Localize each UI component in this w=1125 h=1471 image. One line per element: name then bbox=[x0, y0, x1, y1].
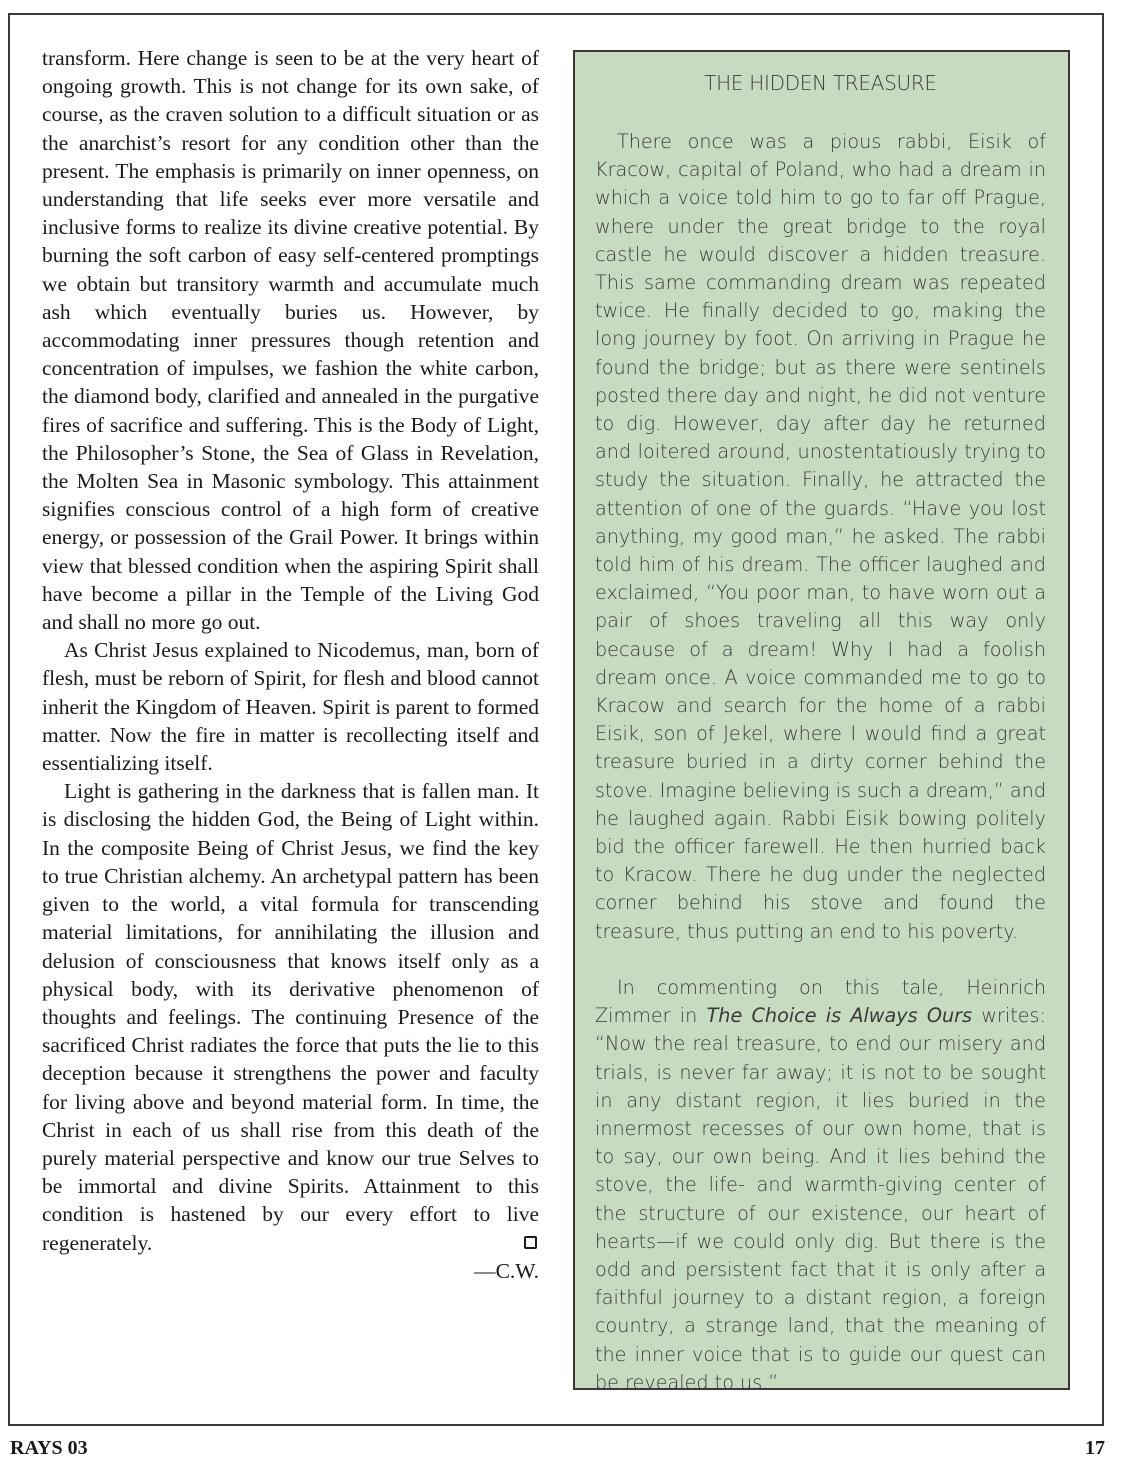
sidebar-paragraph: There once was a pious rabbi, Eisik of Kracow, capital of Poland, who had a dream in which a voice told him to go to far off Prague, where under the great bridge to the royal castle he would discover a hidden treasure. This same commanding dream was repeated twice. He finally decided to go, making the long journey by foot. On arriving in Prague he found the bridge; but as there were sentinels posted there day and night, he did not venture to dig. However, day after day he returned and loitered around, unostentatiously trying to study the situation. Finally, he attracted the attention of one of the guards. “Have you lost anything, my good man,” he asked. The rabbi told him of his dream. The officer laughed and exclaimed, “You poor man, to have worn out a pair of shoes traveling all this way only because of a dream! Why I had a foolish dream once. A voice commanded me to go to Kracow and search for the home of a rabbi Eisik, son of Jekel, where I would find a great treasure buried in a dirty corner behind the stove. Imagine believing is such a dream,” and he laughed again. Rabbi Eisik bowing politely bid the officer farewell. He then hurried back to Kracow. There he dug under the neglected corner behind his stove and found the treasure, thus putting an end to his poverty. bbox=[595, 130, 1046, 943]
sidebar-title: THE HIDDEN TREASURE bbox=[704, 71, 937, 95]
page-number: 17 bbox=[1085, 1437, 1105, 1459]
article-column bbox=[42, 44, 539, 1285]
article-paragraph: As Christ Jesus explained to Nicodemus, man, born of flesh, must be reborn of Spirit, for flesh and blood cannot inherit the Kingdom of Heaven. Spirit is parent to formed matter. Now the fire in matter is recollecting itself and essentializing itself. bbox=[42, 638, 539, 776]
article-paragraph-text: Light is gathering in the darkness that is fallen man. It is disclosing the hidden God, the Being of Light within. In the composite Being of Christ Jesus, we find the key to true Christian alchemy. An archetypal pattern has been given to the world, a vital formula for transcending material limitations, for annihilating the illusion and delusion of consciousness that knows itself only as a physical body, with its derivative phenomenon of thoughts and feelings. The continuing Presence of the sacrificed Christ radiates the force that puts the lie to this deception because it strengthens the power and faculty for living above and beyond material form. In time, the Christ in each of us shall rise from this death of the purely material perspective and know our true Selves to be immortal and divine Spirits. Attainment to this condition is hastened by our every effort to live regenerately. bbox=[42, 779, 539, 1255]
sidebar-paragraph-intro: In commenting on this tale, Heinrich Zimmer in bbox=[595, 975, 1046, 1028]
sidebar-paragraph bbox=[595, 974, 1046, 1397]
article-paragraph: transform. Here change is seen to be at the very heart of ongoing growth. This is not change for its own sake, of course, as the craven solution to a difficult situation or as the anarchist’s resort for any condition other than the present. The emphasis is primarily on inner openness, on understanding that life seeks ever more versatile and inclusive forms to realize its divine creative potential. By burning the soft carbon of easy self-centered promptings we obtain but transitory warmth and accumulate much ash which eventually buries us. However, by accommodating inner pressures though retention and concentration of impulses, we fashion the white carbon, the diamond body, clarified and annealed in the purgative fires of sacrifice and suffering. This is the Body of Light, the Philosopher’s Stone, the Sea of Glass in Revelation, the Molten Sea in Masonic symbology. This attainment signifies conscious control of a high form of creative energy, or possession of the Grail Power. It brings within view that blessed condition when the aspiring Spirit shall have become a pillar in the Temple of the Living God and shall no more go out. bbox=[42, 46, 539, 635]
book-title: The Choice is Always Ours bbox=[706, 1004, 973, 1028]
sidebar-box bbox=[573, 50, 1070, 1394]
sidebar-paragraph-rest: writes: “Now the real treasure, to end our misery and trials, is never far away; it is not to be sought in any distant region, it lies buried in the innermost recesses of our own home, that is to say, our own being. And it lies behind the stove, the life- and warmth-giving center of the structure of our existence, our heart of hearts—if we could only dig. But there is the odd and persistent fact that it is only after a faithful journey to a distant region, a foreign country, a strange land, that the meaning of the inner voice that is to guide our quest can be revealed to us.” bbox=[595, 1004, 1046, 1394]
end-of-article-icon bbox=[524, 1236, 537, 1249]
article-paragraph-final bbox=[42, 777, 539, 1256]
author-signature: —C.W. bbox=[474, 1258, 539, 1283]
footer-publication: RAYS 03 bbox=[10, 1437, 88, 1459]
